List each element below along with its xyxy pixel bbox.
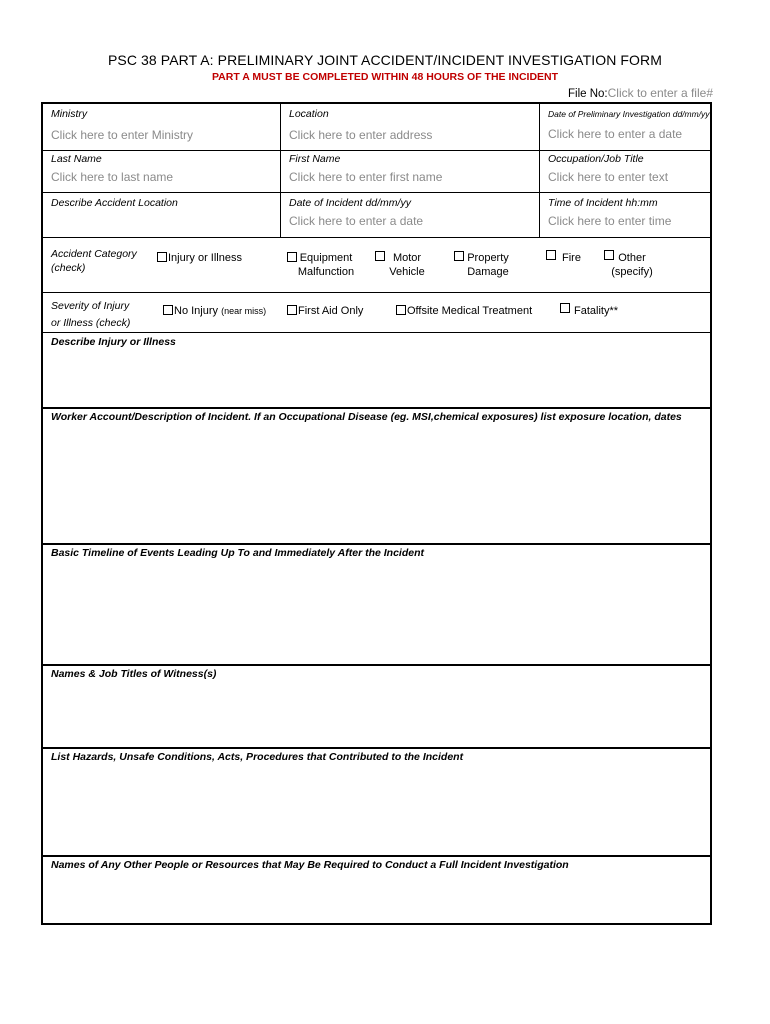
column-divider (539, 104, 540, 237)
accident-location-label: Describe Accident Location (51, 197, 178, 209)
row-divider (43, 237, 710, 238)
file-number-placeholder[interactable]: Click to enter a file# (607, 86, 713, 100)
worker-account-textarea[interactable] (43, 424, 710, 542)
last-name-label: Last Name (51, 153, 102, 165)
offsite-treatment-label: Offsite Medical Treatment (407, 305, 533, 317)
motor-vehicle-checkbox[interactable] (375, 251, 385, 261)
first-aid-label: First Aid Only (298, 305, 364, 317)
ministry-input[interactable]: Click here to enter Ministry (51, 128, 194, 142)
other-people-heading: Names of Any Other People or Resources that May Be Required to Conduct a Full Incident Investigation (51, 859, 569, 871)
file-number-field[interactable] (568, 86, 713, 100)
severity-check-label: or Illness (check) (51, 317, 131, 329)
property-damage-label: Property Damage (467, 252, 509, 278)
section-divider (43, 543, 710, 545)
hazards-heading: List Hazards, Unsafe Conditions, Acts, Procedures that Contributed to the Incident (51, 751, 464, 763)
fatality-checkbox[interactable] (560, 303, 570, 313)
section-divider (43, 664, 710, 666)
form-title: PSC 38 PART A: PRELIMINARY JOINT ACCIDENT/INCIDENT INVESTIGATION FORM (107, 52, 663, 68)
last-name-input[interactable]: Click here to last name (51, 170, 174, 184)
row-divider (43, 192, 710, 193)
incident-time-label: Time of Incident hh:mm (548, 197, 658, 209)
incident-date-label: Date of Incident dd/mm/yy (289, 197, 411, 209)
section-divider (43, 855, 710, 857)
offsite-treatment-option[interactable] (396, 304, 532, 318)
occupation-input[interactable]: Click here to enter text (548, 170, 669, 184)
equipment-label: Equipment Malfunction (297, 252, 355, 278)
no-injury-label: No Injury (174, 305, 219, 317)
first-name-label: First Name (289, 153, 341, 165)
category-check-label: (check) (51, 262, 86, 274)
fatality-label: Fatality** (574, 305, 619, 317)
worker-account-heading: Worker Account/Description of Incident. If an Occupational Disease (eg. MSI,chemical exposures) list exposure location, dates (51, 411, 682, 423)
ministry-label: Ministry (51, 108, 88, 120)
witnesses-textarea[interactable] (43, 681, 710, 746)
injury-illness-option[interactable] (157, 251, 242, 265)
hazards-textarea[interactable] (43, 764, 710, 854)
row-divider (43, 150, 710, 151)
form-subtitle: PART A MUST BE COMPLETED WITHIN 48 HOURS OF THE INCIDENT (211, 71, 559, 83)
first-aid-option[interactable] (287, 304, 363, 318)
checkbox-icon[interactable] (157, 252, 167, 262)
investigation-date-label: Date of Preliminary Investigation dd/mm/yy (548, 109, 710, 119)
location-input[interactable]: Click here to enter address (289, 128, 433, 142)
checkbox-icon[interactable] (287, 305, 297, 315)
describe-injury-heading: Describe Injury or Illness (51, 336, 176, 348)
checkbox-icon[interactable] (396, 305, 406, 315)
motor-vehicle-label: Motor Vehicle (389, 252, 425, 278)
incident-date-input[interactable]: Click here to enter a date (289, 214, 424, 228)
other-people-textarea[interactable] (43, 872, 710, 922)
timeline-textarea[interactable] (43, 560, 710, 663)
timeline-heading: Basic Timeline of Events Leading Up To and Immediately After the Incident (51, 547, 425, 559)
equipment-checkbox[interactable] (287, 252, 297, 262)
investigation-form (41, 102, 712, 925)
first-name-input[interactable]: Click here to enter first name (289, 170, 443, 184)
incident-time-input[interactable]: Click here to enter time (548, 214, 672, 228)
investigation-date-input[interactable]: Click here to enter a date (548, 127, 683, 141)
severity-label: Severity of Injury (51, 300, 130, 312)
row-divider (43, 292, 710, 293)
section-divider (43, 407, 710, 409)
section-divider (43, 747, 710, 749)
file-number-label: File No: (567, 88, 608, 100)
row-divider (43, 332, 710, 333)
checkbox-icon[interactable] (163, 305, 173, 315)
injury-illness-label: Injury or Illness (168, 252, 242, 264)
fire-checkbox[interactable] (546, 250, 556, 260)
no-injury-option[interactable] (163, 304, 266, 318)
category-label: Accident Category (51, 248, 137, 260)
describe-injury-textarea[interactable] (43, 348, 710, 406)
witnesses-heading: Names & Job Titles of Witness(s) (51, 668, 217, 680)
column-divider (280, 104, 281, 237)
occupation-label: Occupation/Job Title (548, 153, 644, 165)
other-label: Other (specify) (611, 252, 653, 278)
near-miss-note: (near miss) (221, 306, 267, 316)
location-label: Location (289, 108, 329, 120)
fire-label: Fire (562, 252, 581, 264)
